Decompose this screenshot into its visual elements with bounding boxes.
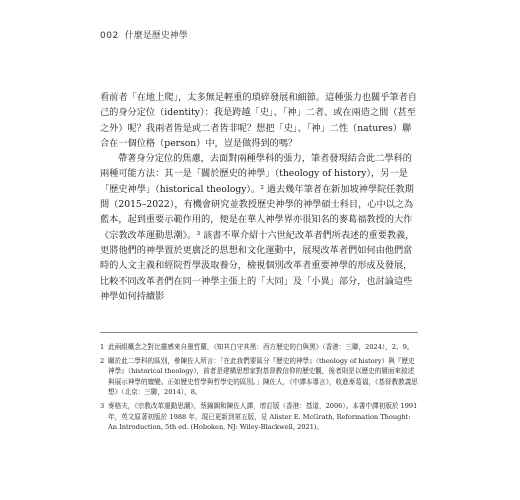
running-title: 什麼是歷史神學 [124, 31, 188, 41]
footnote-number: 2 [100, 356, 105, 365]
footnote-text: 此兩組概念之對比靈感來自墨哲蘭，《知其白守其黑：西方歷史的白與黑》（香港：三聯，2024），2、9。 [108, 343, 414, 351]
footnotes [100, 342, 418, 436]
footnote-divider [100, 332, 418, 333]
footnote-text: 關於此二學科的區別，參陳佐人所言：「在此我們要區分『歷史的神學』（theology of history）與『歷史神學』（historical theology），前者是建構思想家對基督教信仰的歷史觀，後者則是以歷史的層面來敘述與展示神學的嬗變。正如歷史哲學與哲學史的區別。」陳佐人，《中譯本導言》，收進麥葛福，《基督教教義思想》（北京：三聯，2014），8。 [108, 356, 418, 397]
footnote-number: 3 [100, 401, 105, 410]
running-header [100, 28, 188, 41]
footnote [100, 342, 418, 353]
body-text [100, 90, 418, 304]
footnote-number: 1 [100, 343, 105, 351]
paragraph: 帶著身分定位的焦慮，去面對兩種學科的張力，筆者發現結合此二學科的兩種可能方法：其一是「關於歷史的神學」（theology of history），另一是「歷史神學」（historical theology）。² 過去幾年筆者在新加坡神學院任教期間（2015–2022），有機會研究並教授歷史神學的神學碩士科目，心中以之為藍本，起到重要示範作用的，便是在華人神學界亦很知名的麥葛福教授的大作《宗教改革運動思潮》。³ 該書不單介紹十六世紀改革者們所表述的重要教義，更將他們的神學置於更廣泛的思想和文化運動中，展現改革者們如何由他們當時的人文主義和經院哲學汲取養分，檢視個別改革者重要神學的形成及發展，比較不同改革者們在同一神學主張上的「大同」及「小異」部分，也討論這些神學如何持續影 [100, 153, 415, 302]
footnote-text: 麥格夫，《宗教改革運動思潮》，蔡錦圖和陳佐人譯，增訂版（香港：基道，2006）。本書中譯初版於 1991 年，英文原著初版於 1988 年，現已更新到第五版，見 Alister E. McGrath, Reformation Thought: An Introduction, 5th ed. (Hoboken, NJ: Wiley-Blackwell, 2021)。 [108, 401, 418, 432]
paragraph: 看前者「在地上爬」，太多無足輕重的瑣碎發展和細節。這種張力也關乎筆者自己的身分定位（identity）：我是跨越「史」、「神」二者、或在兩造之間（甚至之外）呢？我兩者皆是或二者皆非呢？想把「史」、「神」二性（natures）聯合在一個位格（person）中，豈是做得到的嗎？ [100, 92, 417, 149]
page-number: 002 [100, 31, 119, 41]
footnote [100, 401, 418, 433]
footnote [100, 356, 418, 398]
